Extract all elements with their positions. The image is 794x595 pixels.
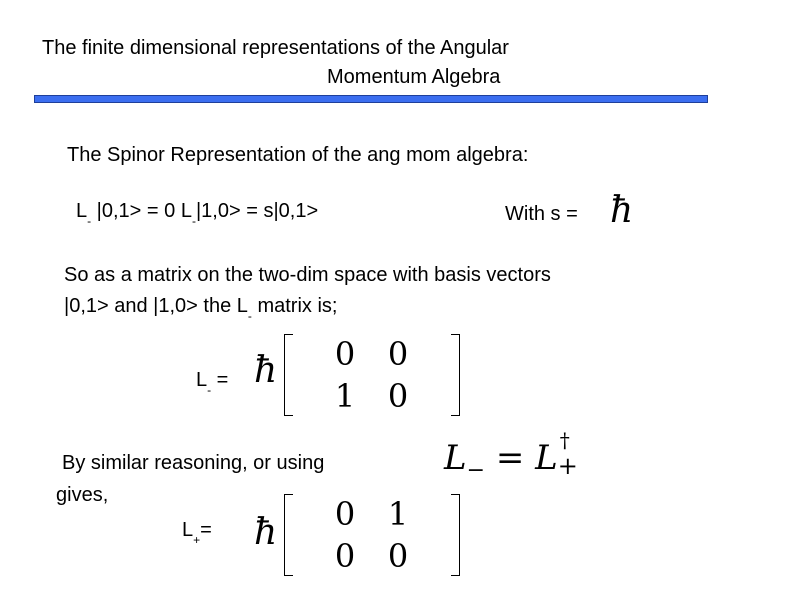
lplus-sub: + xyxy=(193,533,201,547)
similar-reasoning-line1: By similar reasoning, or using xyxy=(62,452,325,474)
lplus-cell-1-1: 0 xyxy=(387,537,409,575)
lplus-cell-0-0: 0 xyxy=(334,495,356,533)
lminus-eq: = xyxy=(211,369,229,391)
lminus-cell-1-0: 1 xyxy=(334,377,356,415)
desc-line2-sub: - xyxy=(247,309,252,323)
matrix-description-line1: So as a matrix on the two-dim space with basis vectors xyxy=(64,264,551,286)
lminus-matrix xyxy=(284,334,460,416)
slide-title-line1: The finite dimensional representations of the Angular xyxy=(42,37,509,59)
matrix-description-line2 xyxy=(64,294,338,323)
lminus-cell-1-1: 0 xyxy=(387,377,409,415)
lowering-action-equations xyxy=(76,199,319,228)
adj-rhs-sub: + xyxy=(557,452,578,480)
lminus-label xyxy=(196,368,229,397)
with-s-label: With s = xyxy=(505,203,578,225)
eq-part2: |1,0> = s|0,1> xyxy=(195,200,319,222)
eq-part1: |0,1> = 0 L xyxy=(91,200,192,222)
lplus-label xyxy=(182,518,212,547)
title-divider-bar xyxy=(34,95,708,103)
eq-l1: L xyxy=(76,200,88,222)
adj-rhs: L xyxy=(535,438,558,478)
adjoint-relation xyxy=(444,428,580,483)
adj-lhs: L xyxy=(444,438,467,478)
lplus-L: L xyxy=(182,519,194,541)
adj-eq: = xyxy=(485,438,536,478)
eq-sub1: - xyxy=(87,214,92,228)
lplus-matrix xyxy=(284,494,460,576)
adj-rhs-sup: † xyxy=(559,428,570,452)
desc-line2-b: matrix is; xyxy=(251,295,338,317)
hbar-symbol-lminus: ħ xyxy=(254,350,278,391)
lplus-eq: = xyxy=(200,519,212,541)
slide-title-line2: Momentum Algebra xyxy=(327,66,501,88)
hbar-symbol: ħ xyxy=(610,190,634,231)
adj-lhs-sub: − xyxy=(466,458,486,483)
lminus-L: L xyxy=(196,369,208,391)
lplus-cell-1-0: 0 xyxy=(334,537,356,575)
lminus-cell-0-1: 0 xyxy=(387,335,409,373)
section-heading: The Spinor Representation of the ang mom algebra: xyxy=(67,144,529,166)
lminus-sub: - xyxy=(207,383,212,397)
lplus-cell-0-1: 1 xyxy=(387,495,409,533)
lminus-cell-0-0: 0 xyxy=(334,335,356,373)
desc-line2-a: |0,1> and |1,0> the L xyxy=(64,295,248,317)
adj-rhs-scripts xyxy=(557,428,580,480)
eq-sub2: - xyxy=(191,214,196,228)
similar-reasoning-line2: gives, xyxy=(56,484,109,506)
hbar-symbol-lplus: ħ xyxy=(254,512,278,553)
